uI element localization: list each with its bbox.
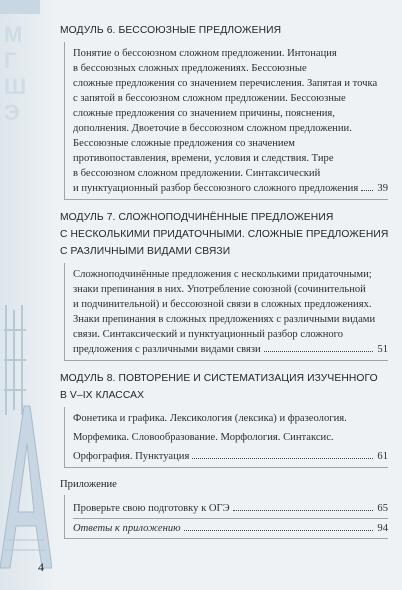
text-line: знаки препинания в них. Употребление союзной (сочинительной — [73, 284, 366, 295]
text-line: с запятой в бессоюзном сложном предложении. Бессоюзные — [73, 93, 346, 104]
text-line: и подчинительной) и бессоюзной связи в сложных предложениях. — [73, 299, 372, 310]
leader-dots — [184, 529, 373, 531]
title-line: МОДУЛЬ 7. СЛОЖНОПОДЧИНЁННЫЕ ПРЕДЛОЖЕНИЯ — [60, 212, 334, 223]
text-line: Фонетика и графика. Лексикология (лексика) и фразеология. — [73, 413, 347, 424]
leader-dots — [192, 457, 373, 459]
text-line: сложные предложения со значением перечисления. Запятая и точка — [73, 78, 378, 89]
title-line: С РАЗЛИЧНЫМИ ВИДАМИ СВЯЗИ — [60, 246, 231, 257]
toc-page-number: 51 — [377, 344, 388, 355]
module-6-body — [64, 42, 388, 200]
module-6-title: МОДУЛЬ 6. БЕССОЮЗНЫЕ ПРЕДЛОЖЕНИЯ — [60, 25, 282, 36]
decorative-spine — [0, 0, 56, 590]
title-line: В V–IX КЛАССАХ — [60, 390, 145, 401]
spine-letter: Ш — [4, 74, 27, 99]
toc-entry[interactable] — [73, 499, 388, 519]
leader-dots — [233, 509, 373, 511]
text-line: Сложноподчинённые предложения с несколькими придаточными; — [73, 269, 372, 280]
toc-page-number: 94 — [377, 523, 388, 534]
module-7-title — [60, 209, 392, 260]
table-of-contents — [60, 22, 392, 539]
toc-entry-label: предложения с различными видами связи — [73, 344, 261, 355]
text-line: Бессоюзные сложные предложения со значением — [73, 138, 295, 149]
toc-entry-label: и пунктуационный разбор бессоюзного сложного предложения — [73, 183, 359, 194]
toc-page-number: 61 — [377, 451, 388, 462]
toc-page-number: 65 — [377, 503, 388, 514]
text-line: в бессоюзном сложном предложении. Синтаксический — [73, 168, 321, 179]
text-line: противопоставления, времени, условия и следствия. Тире — [73, 153, 334, 164]
appendix-body — [64, 495, 388, 539]
spine-letter: М — [4, 22, 23, 47]
page-number: 4 — [38, 560, 44, 574]
spine-top-band — [0, 0, 40, 14]
text-line: связи. Синтаксический и пунктуационный разбор сложного — [73, 329, 344, 340]
toc-entry-label: Орфография. Пунктуация — [73, 451, 190, 462]
toc-entry-label: Ответы к приложению — [73, 523, 181, 534]
text-line: Понятие о бессоюзном сложном предложении. Интонация — [73, 48, 337, 59]
title-line: МОДУЛЬ 8. ПОВТОРЕНИЕ И СИСТЕМАТИЗАЦИЯ ИЗУЧЕННОГО — [60, 373, 378, 384]
text-line: Морфемика. Словообразование. Морфология. Синтаксис. — [73, 432, 334, 443]
text-line: дополнения. Двоеточие в бессоюзном сложном предложении. — [73, 123, 352, 134]
leader-dots — [361, 189, 373, 191]
spine-letter: Г — [4, 48, 17, 73]
toc-entry-label: Проверьте свою подготовку к ОГЭ — [73, 503, 230, 514]
spine-letters — [4, 22, 28, 126]
text-line: сложные предложения со значением причины, пояснения, — [73, 108, 335, 119]
module-8-title — [60, 370, 392, 404]
module-7-body — [64, 263, 388, 361]
spine-letter: Э — [4, 100, 20, 125]
leader-dots — [264, 350, 373, 352]
appendix-title: Приложение — [60, 479, 117, 490]
title-line: С НЕСКОЛЬКИМИ ПРИДАТОЧНЫМИ. СЛОЖНЫЕ ПРЕДЛОЖЕНИЯ — [60, 229, 389, 240]
toc-entry[interactable] — [73, 519, 388, 538]
text-line: Знаки препинания в сложных предложениях с различными видами — [73, 314, 376, 325]
text-line: в бессоюзных сложных предложениях. Бессоюзные — [73, 63, 307, 74]
letter-a-graphic — [0, 400, 52, 570]
toc-entry[interactable] — [73, 342, 388, 357]
toc-page-number: 39 — [377, 183, 388, 194]
toc-entry[interactable] — [73, 449, 388, 464]
module-8-body — [64, 407, 388, 468]
toc-entry[interactable] — [73, 181, 388, 196]
